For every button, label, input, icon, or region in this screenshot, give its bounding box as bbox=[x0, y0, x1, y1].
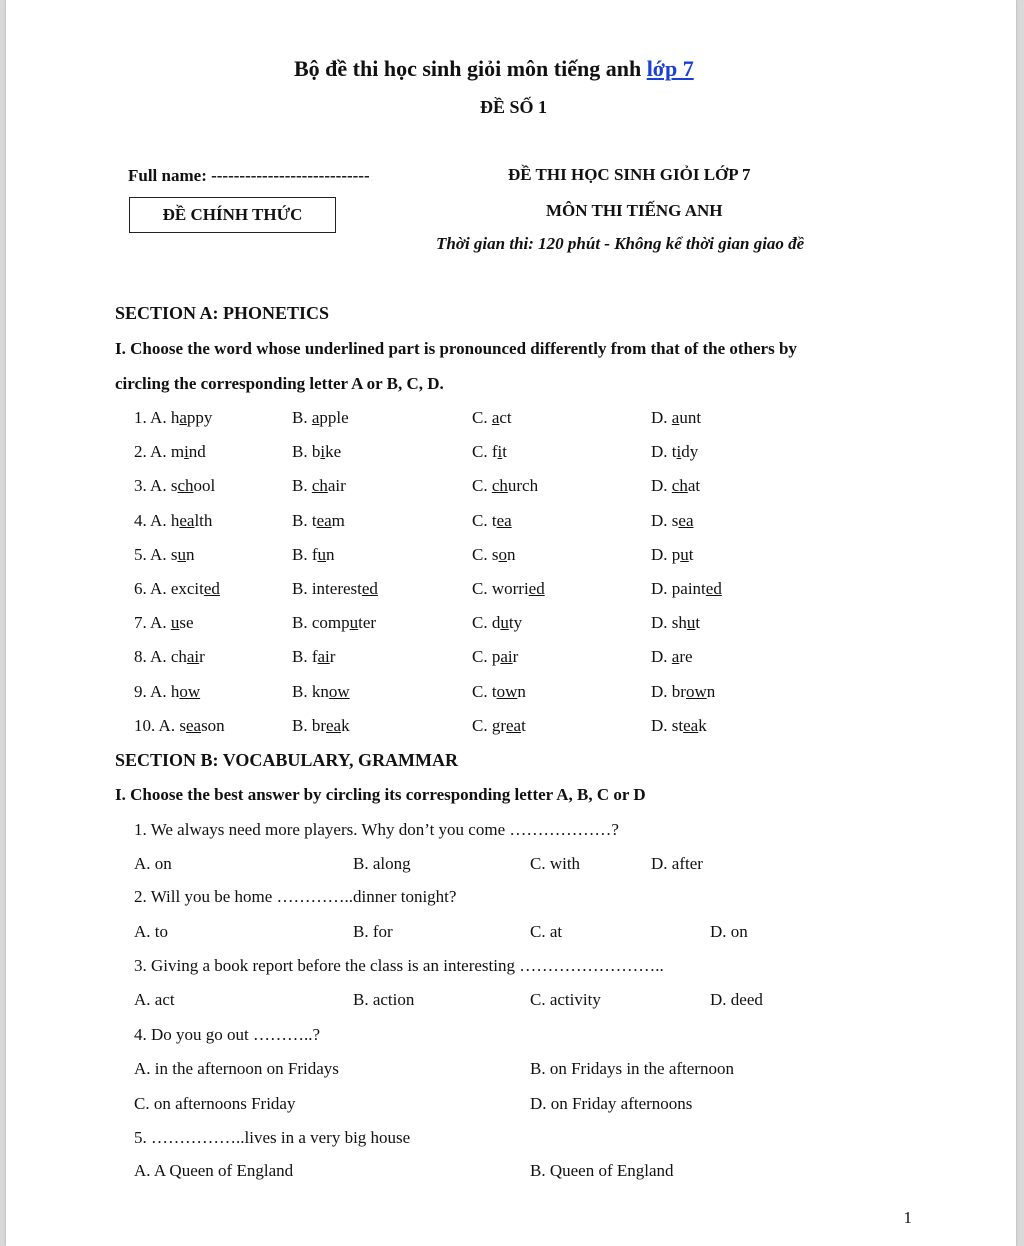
phonetics-q5-option-d: D. put bbox=[651, 545, 694, 564]
underlined-part: ai bbox=[317, 647, 330, 666]
phonetics-q1-option-c: C. act bbox=[472, 408, 512, 427]
q2-option-b: B. for bbox=[353, 922, 393, 941]
grade-link[interactable]: lớp 7 bbox=[646, 56, 694, 81]
underlined-part: o bbox=[498, 545, 507, 564]
underlined-part: ch bbox=[671, 476, 688, 495]
phonetics-q3-option-d: D. chat bbox=[651, 476, 701, 495]
phonetics-q6-option-d: D. painted bbox=[651, 579, 722, 598]
underlined-part: u bbox=[500, 613, 509, 632]
underlined-part: u bbox=[349, 613, 359, 632]
underlined-part: i bbox=[320, 442, 326, 461]
exam-number: ĐỀ SỐ 1 bbox=[480, 97, 548, 117]
phonetics-q7-option-a: 7. A. use bbox=[134, 613, 194, 632]
phonetics-q5-option-b: B. fun bbox=[292, 545, 335, 564]
phonetics-q1-option-d: D. aunt bbox=[651, 408, 702, 427]
phonetics-q1-option-b: B. apple bbox=[292, 408, 349, 427]
q3-option-c: C. activity bbox=[530, 990, 601, 1009]
q4-option-a: A. in the afternoon on Fridays bbox=[134, 1059, 339, 1078]
phonetics-q8-option-b: B. fair bbox=[292, 647, 336, 666]
q3-option-a: A. act bbox=[134, 990, 175, 1009]
underlined-part: ea bbox=[683, 716, 699, 735]
phonetics-q9-option-d: D. brown bbox=[651, 682, 716, 701]
phonetics-q10-option-a: 10. A. season bbox=[134, 716, 225, 735]
q2-option-a: A. to bbox=[134, 922, 168, 941]
q2-option-c: C. at bbox=[530, 922, 563, 941]
q5-option-b: B. Queen of England bbox=[530, 1161, 674, 1180]
q5-option-a: A. A Queen of England bbox=[134, 1161, 294, 1180]
underlined-part: ed bbox=[705, 579, 722, 598]
underlined-part: ea bbox=[506, 716, 522, 735]
underlined-part: u bbox=[686, 613, 696, 632]
underlined-part: a bbox=[671, 408, 680, 427]
phonetics-q9-option-b: B. know bbox=[292, 682, 350, 701]
underlined-part: ed bbox=[361, 579, 378, 598]
section-a-instruction-1: I. Choose the word whose underlined part is pronounced differently from that of the others by bbox=[115, 339, 797, 358]
underlined-part: ow bbox=[685, 682, 707, 701]
underlined-part: ai bbox=[500, 647, 513, 666]
question-4: 4. Do you go out ………..? bbox=[134, 1025, 321, 1044]
section-a-instruction-2: circling the corresponding letter A or B, C, D. bbox=[115, 374, 444, 393]
q4-option-c: C. on afternoons Friday bbox=[134, 1094, 296, 1113]
page-number: 1 bbox=[903, 1208, 912, 1227]
question-2: 2. Will you be home …………..dinner tonight? bbox=[134, 887, 457, 906]
phonetics-q10-option-b: B. break bbox=[292, 716, 350, 735]
exam-time-line: Thời gian thi: 120 phút - Không kể thời gian giao đề bbox=[436, 234, 805, 253]
phonetics-q3-option-c: C. church bbox=[472, 476, 539, 495]
underlined-part: u bbox=[317, 545, 326, 564]
q3-option-d: D. deed bbox=[710, 990, 763, 1009]
section-b-instruction: I. Choose the best answer by circling its corresponding letter A, B, C or D bbox=[115, 785, 646, 804]
phonetics-q3-option-a: 3. A. school bbox=[134, 476, 216, 495]
phonetics-q2-option-d: D. tidy bbox=[651, 442, 699, 461]
section-b-title: SECTION B: VOCABULARY, GRAMMAR bbox=[115, 750, 459, 770]
q1-option-d: D. after bbox=[651, 854, 703, 873]
question-1: 1. We always need more players. Why don’t you come ………………? bbox=[134, 820, 619, 839]
phonetics-q6-option-b: B. interested bbox=[292, 579, 378, 598]
underlined-part: i bbox=[184, 442, 189, 461]
document-page bbox=[6, 0, 1016, 1246]
phonetics-q9-option-a: 9. A. how bbox=[134, 682, 201, 701]
phonetics-q8-option-a: 8. A. chair bbox=[134, 647, 205, 666]
phonetics-q7-option-d: D. shut bbox=[651, 613, 701, 632]
phonetics-q8-option-d: D. are bbox=[651, 647, 693, 666]
underlined-part: ow bbox=[179, 682, 201, 701]
underlined-part: a bbox=[311, 408, 320, 427]
q1-option-a: A. on bbox=[134, 854, 172, 873]
phonetics-q5-option-a: 5. A. sun bbox=[134, 545, 195, 564]
underlined-part: u bbox=[170, 613, 180, 632]
underlined-part: ch bbox=[491, 476, 508, 495]
phonetics-q6-option-a: 6. A. excited bbox=[134, 579, 220, 598]
phonetics-q7-option-b: B. computer bbox=[292, 613, 377, 632]
phonetics-q8-option-c: C. pair bbox=[472, 647, 519, 666]
underlined-part: ea bbox=[326, 716, 342, 735]
q3-option-b: B. action bbox=[353, 990, 415, 1009]
phonetics-q7-option-c: C. duty bbox=[472, 613, 523, 632]
section-a-title: SECTION A: PHONETICS bbox=[115, 303, 330, 323]
underlined-part: ea bbox=[179, 511, 195, 530]
phonetics-q4-option-d: D. sea bbox=[651, 511, 694, 530]
underlined-part: ch bbox=[177, 476, 194, 495]
phonetics-q10-option-d: D. steak bbox=[651, 716, 707, 735]
underlined-part: i bbox=[497, 442, 503, 461]
underlined-part: ai bbox=[186, 647, 200, 666]
underlined-part: ow bbox=[496, 682, 518, 701]
q4-option-d: D. on Friday afternoons bbox=[530, 1094, 693, 1113]
underlined-part: a bbox=[671, 647, 680, 666]
question-5: 5. ……………..lives in a very big house bbox=[134, 1128, 411, 1147]
q1-option-c: C. with bbox=[530, 854, 581, 873]
underlined-part: ow bbox=[328, 682, 350, 701]
document-title: Bộ đề thi học sinh giỏi môn tiếng anh lớp 7 bbox=[294, 56, 694, 81]
exam-header-line2: MÔN THI TIẾNG ANH bbox=[546, 201, 723, 220]
phonetics-q3-option-b: B. chair bbox=[292, 476, 346, 495]
phonetics-q1-option-a: 1. A. happy bbox=[134, 408, 213, 427]
phonetics-q2-option-a: 2. A. mind bbox=[134, 442, 206, 461]
q4-option-b: B. on Fridays in the afternoon bbox=[530, 1059, 734, 1078]
full-name-field: Full name: ---------------------------- bbox=[128, 166, 370, 185]
underlined-part: ed bbox=[528, 579, 545, 598]
phonetics-q5-option-c: C. son bbox=[472, 545, 516, 564]
phonetics-q4-option-c: C. tea bbox=[472, 511, 512, 530]
underlined-part: a bbox=[179, 408, 187, 427]
underlined-part: ed bbox=[203, 579, 220, 598]
underlined-part: a bbox=[491, 408, 500, 427]
underlined-part: u bbox=[177, 545, 186, 564]
underlined-part: ea bbox=[316, 511, 332, 530]
underlined-part: ea bbox=[496, 511, 512, 530]
phonetics-q2-option-c: C. fit bbox=[472, 442, 507, 461]
phonetics-q2-option-b: B. bike bbox=[292, 442, 342, 461]
q2-option-d: D. on bbox=[710, 922, 748, 941]
underlined-part: i bbox=[676, 442, 682, 461]
phonetics-q10-option-c: C. great bbox=[472, 716, 526, 735]
underlined-part: u bbox=[680, 545, 689, 564]
underlined-part: ea bbox=[185, 716, 202, 735]
q1-option-b: B. along bbox=[353, 854, 411, 873]
exam-header-line1: ĐỀ THI HỌC SINH GIỎI LỚP 7 bbox=[508, 165, 751, 184]
phonetics-q9-option-c: C. town bbox=[472, 682, 526, 701]
phonetics-q6-option-c: C. worried bbox=[472, 579, 545, 598]
official-label-box: ĐỀ CHÍNH THỨC bbox=[129, 197, 336, 233]
phonetics-q4-option-a: 4. A. health bbox=[134, 511, 213, 530]
underlined-part: ea bbox=[678, 511, 694, 530]
underlined-part: ch bbox=[311, 476, 328, 495]
question-3: 3. Giving a book report before the class is an interesting …………………….. bbox=[134, 956, 664, 975]
phonetics-q4-option-b: B. team bbox=[292, 511, 345, 530]
